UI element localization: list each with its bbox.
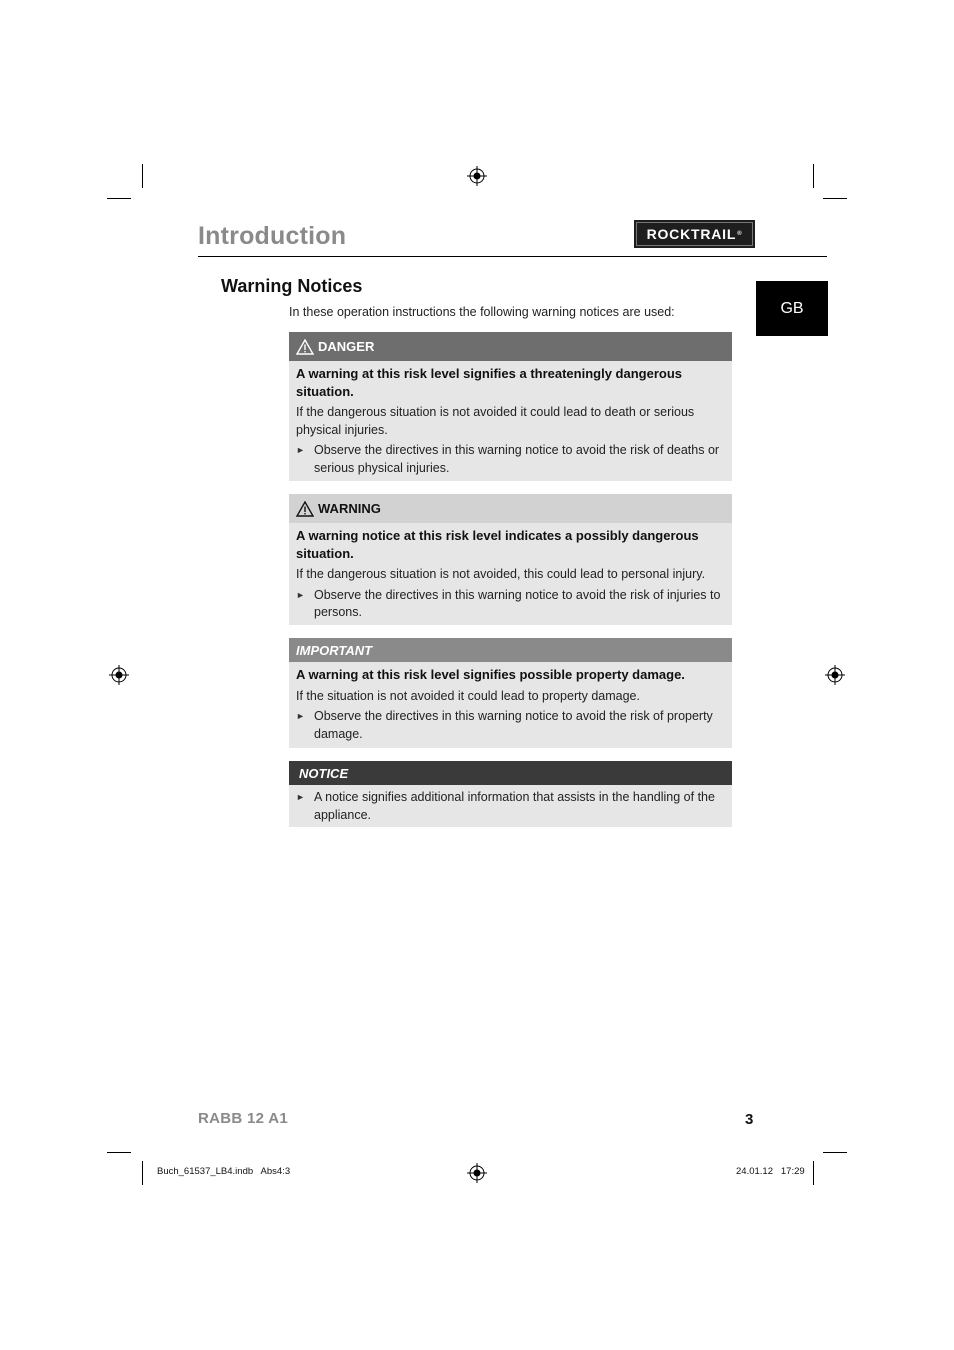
crop-mark xyxy=(142,1161,143,1185)
warning-triangle-icon xyxy=(296,339,314,355)
important-bullet: Observe the directives in this warning notice to avoid the risk of property damage. xyxy=(314,709,713,741)
danger-notice-box xyxy=(289,332,732,481)
brand-logo: ROCKTRAIL ® xyxy=(634,220,755,248)
warning-triangle-icon xyxy=(296,501,314,517)
header-rule xyxy=(198,256,827,257)
crop-mark xyxy=(813,1161,814,1185)
right-triangle-arrow-icon: ► xyxy=(296,589,305,600)
right-triangle-arrow-icon: ► xyxy=(296,711,305,721)
list-item xyxy=(296,708,724,743)
list-item xyxy=(296,789,724,824)
language-tab xyxy=(756,281,828,336)
model-number: RABB 12 A1 xyxy=(198,1110,288,1127)
warning-body xyxy=(289,523,732,626)
danger-text: If the dangerous situation is not avoided it could lead to death or serious physical injuries. xyxy=(296,405,695,437)
crop-mark xyxy=(823,1152,847,1153)
important-lead: A warning at this risk level signifies possible property damage. xyxy=(296,667,685,682)
section-heading: Warning Notices xyxy=(221,276,363,296)
important-header xyxy=(289,638,732,662)
crop-mark xyxy=(107,1152,131,1153)
list-item xyxy=(296,587,724,622)
notice-header xyxy=(289,761,732,785)
warning-label: WARNING xyxy=(318,501,381,516)
print-slug-file: Buch_61537_LB4.indb Abs4:3 xyxy=(157,1166,291,1177)
page-number: 3 xyxy=(745,1111,754,1128)
intro-text: In these operation instructions the following warning notices are used: xyxy=(289,305,675,319)
notice-label: NOTICE xyxy=(299,765,349,781)
crop-mark xyxy=(813,164,814,188)
warning-lead: A warning notice at this risk level indicates a possibly dangerous situation. xyxy=(296,528,699,561)
danger-bullet: Observe the directives in this warning notice to avoid the risk of deaths or serious physical injuries. xyxy=(314,443,720,475)
page-title: Introduction xyxy=(198,222,347,250)
important-label: IMPORTANT xyxy=(296,642,373,658)
language-tab-label: GB xyxy=(780,299,804,317)
registration-mark-icon xyxy=(109,665,129,685)
warning-bullet: Observe the directives in this warning notice to avoid the risk of injuries to persons. xyxy=(314,587,721,619)
danger-lead: A warning at this risk level signifies a threateningly dangerous situation. xyxy=(296,366,683,399)
crop-mark xyxy=(823,198,847,199)
list-item xyxy=(296,442,724,477)
right-triangle-arrow-icon: ► xyxy=(296,792,305,802)
important-notice-box xyxy=(289,638,732,748)
warning-header xyxy=(289,494,732,523)
registration-mark-icon xyxy=(825,665,845,685)
notice-bullet: A notice signifies additional information that assists in the handling of the appliance. xyxy=(314,790,715,822)
danger-label: DANGER xyxy=(318,339,375,354)
important-body xyxy=(289,662,732,747)
warning-notice-box xyxy=(289,494,732,625)
important-text: If the situation is not avoided it could lead to property damage. xyxy=(296,688,640,703)
registration-mark-icon xyxy=(467,166,487,186)
notice-body xyxy=(289,785,732,828)
right-triangle-arrow-icon: ► xyxy=(296,445,305,455)
crop-mark xyxy=(142,164,143,188)
danger-body xyxy=(289,361,732,481)
crop-mark xyxy=(107,198,131,199)
registration-mark-icon xyxy=(467,1163,487,1183)
notice-box xyxy=(289,761,732,827)
warning-text: If the dangerous situation is not avoided, this could lead to personal injury. xyxy=(296,567,706,581)
danger-header xyxy=(289,332,732,361)
print-slug-date: 24.01.12 17:29 xyxy=(736,1166,805,1177)
brand-name: ROCKTRAIL xyxy=(646,226,737,242)
